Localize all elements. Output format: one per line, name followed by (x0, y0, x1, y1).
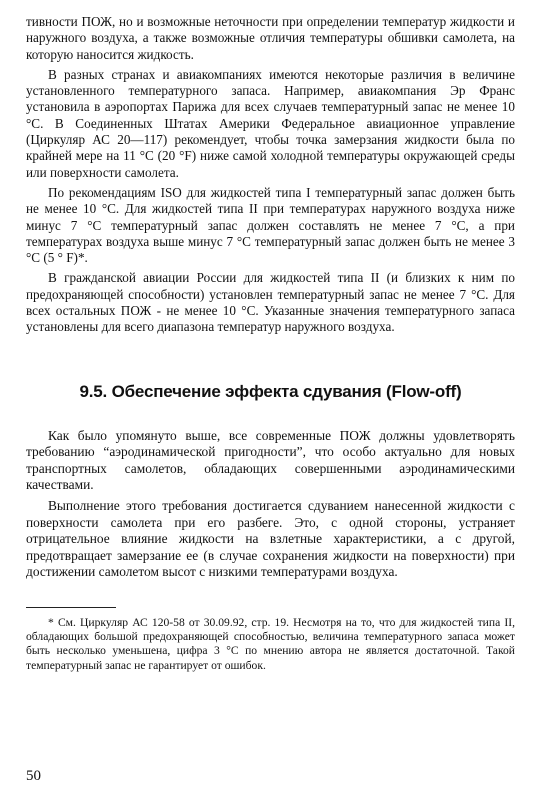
paragraph-1: тивности ПОЖ, но и возможные неточности при определении температур жидкости и наружного воздуха, а также возможные отличия температуры обшивки самолета, на которую наносится жидкость. (26, 14, 515, 62)
section-heading: 9.5. Обеспечение эффекта сдувания (Flow-off) (79, 381, 462, 401)
paragraph-4: В гражданской авиации России для жидкостей типа II (и близких к ним по предохраняющей способности) установлен температурный запас не менее 7 °С. Для всех остальных ПОЖ - не менее 10 °С. Указанные значения температурного запаса установлены для всего диапазона температур наружного воздуха. (26, 270, 515, 335)
footnote-text: * См. Циркуляр АС 120-58 от 30.09.92, стр. 19. Несмотря на то, что для жидкостей типа II, обладающих большой предохраняющей способностью, величина температурного запаса может быть несколько уменьшена, цифра 3 °С по мнению автора не является достаточной. Такой температурный запас не гарантирует от ошибок. (26, 615, 515, 672)
page-number: 50 (26, 768, 41, 784)
footnote-block (26, 616, 515, 673)
paragraph-3: По рекомендациям ISO для жидкостей типа I температурный запас должен быть не менее 10 °С. Для жидкостей типа II при температурах наружного воздуха ниже минус 7 °С температурный запас должен составлять не менее 7 °С, а при температурах воздуха выше минус 7 °С температурный запас должен быть не менее 3 °С (5 ° F)*. (26, 184, 515, 266)
section-body (26, 428, 515, 581)
paragraph-2: В разных странах и авиакомпаниях имеются некоторые различия в величине установленного температурного запаса. Например, авиакомпания Эр Франс установила в аэропортах Парижа для всех случаев температурный запас не менее 10 °С. В Соединенных Штатах Америки Федеральное авиационное управление (Циркуляр АС 20—117) рекомендует, чтобы точка замерзания жидкости была по крайней мере на 11 °С (20 °F) ниже самой холодной температуры окружающей среды или поверхности самолета. (26, 66, 515, 180)
section-paragraph-1: Как было упомянуто выше, все современные ПОЖ должны удовлетворять требованию “аэродинамической пригодности”, что особо актуально для новых транспортных самолетов, обладающих совершенными аэродинамическими качествами. (26, 427, 515, 493)
section-paragraph-2: Выполнение этого требования достигается сдуванием нанесенной жидкости с поверхности самолета при его разбеге. Это, с одной стороны, устраняет отрицательное влияние жидкости на взлетные характеристики, а с другой, предотвращает замерзание ее (в случае сохранения жидкости на поверхности) при достижении самолетом высот с низкими температурами воздуха. (26, 498, 515, 580)
footnote-separator (26, 607, 116, 608)
